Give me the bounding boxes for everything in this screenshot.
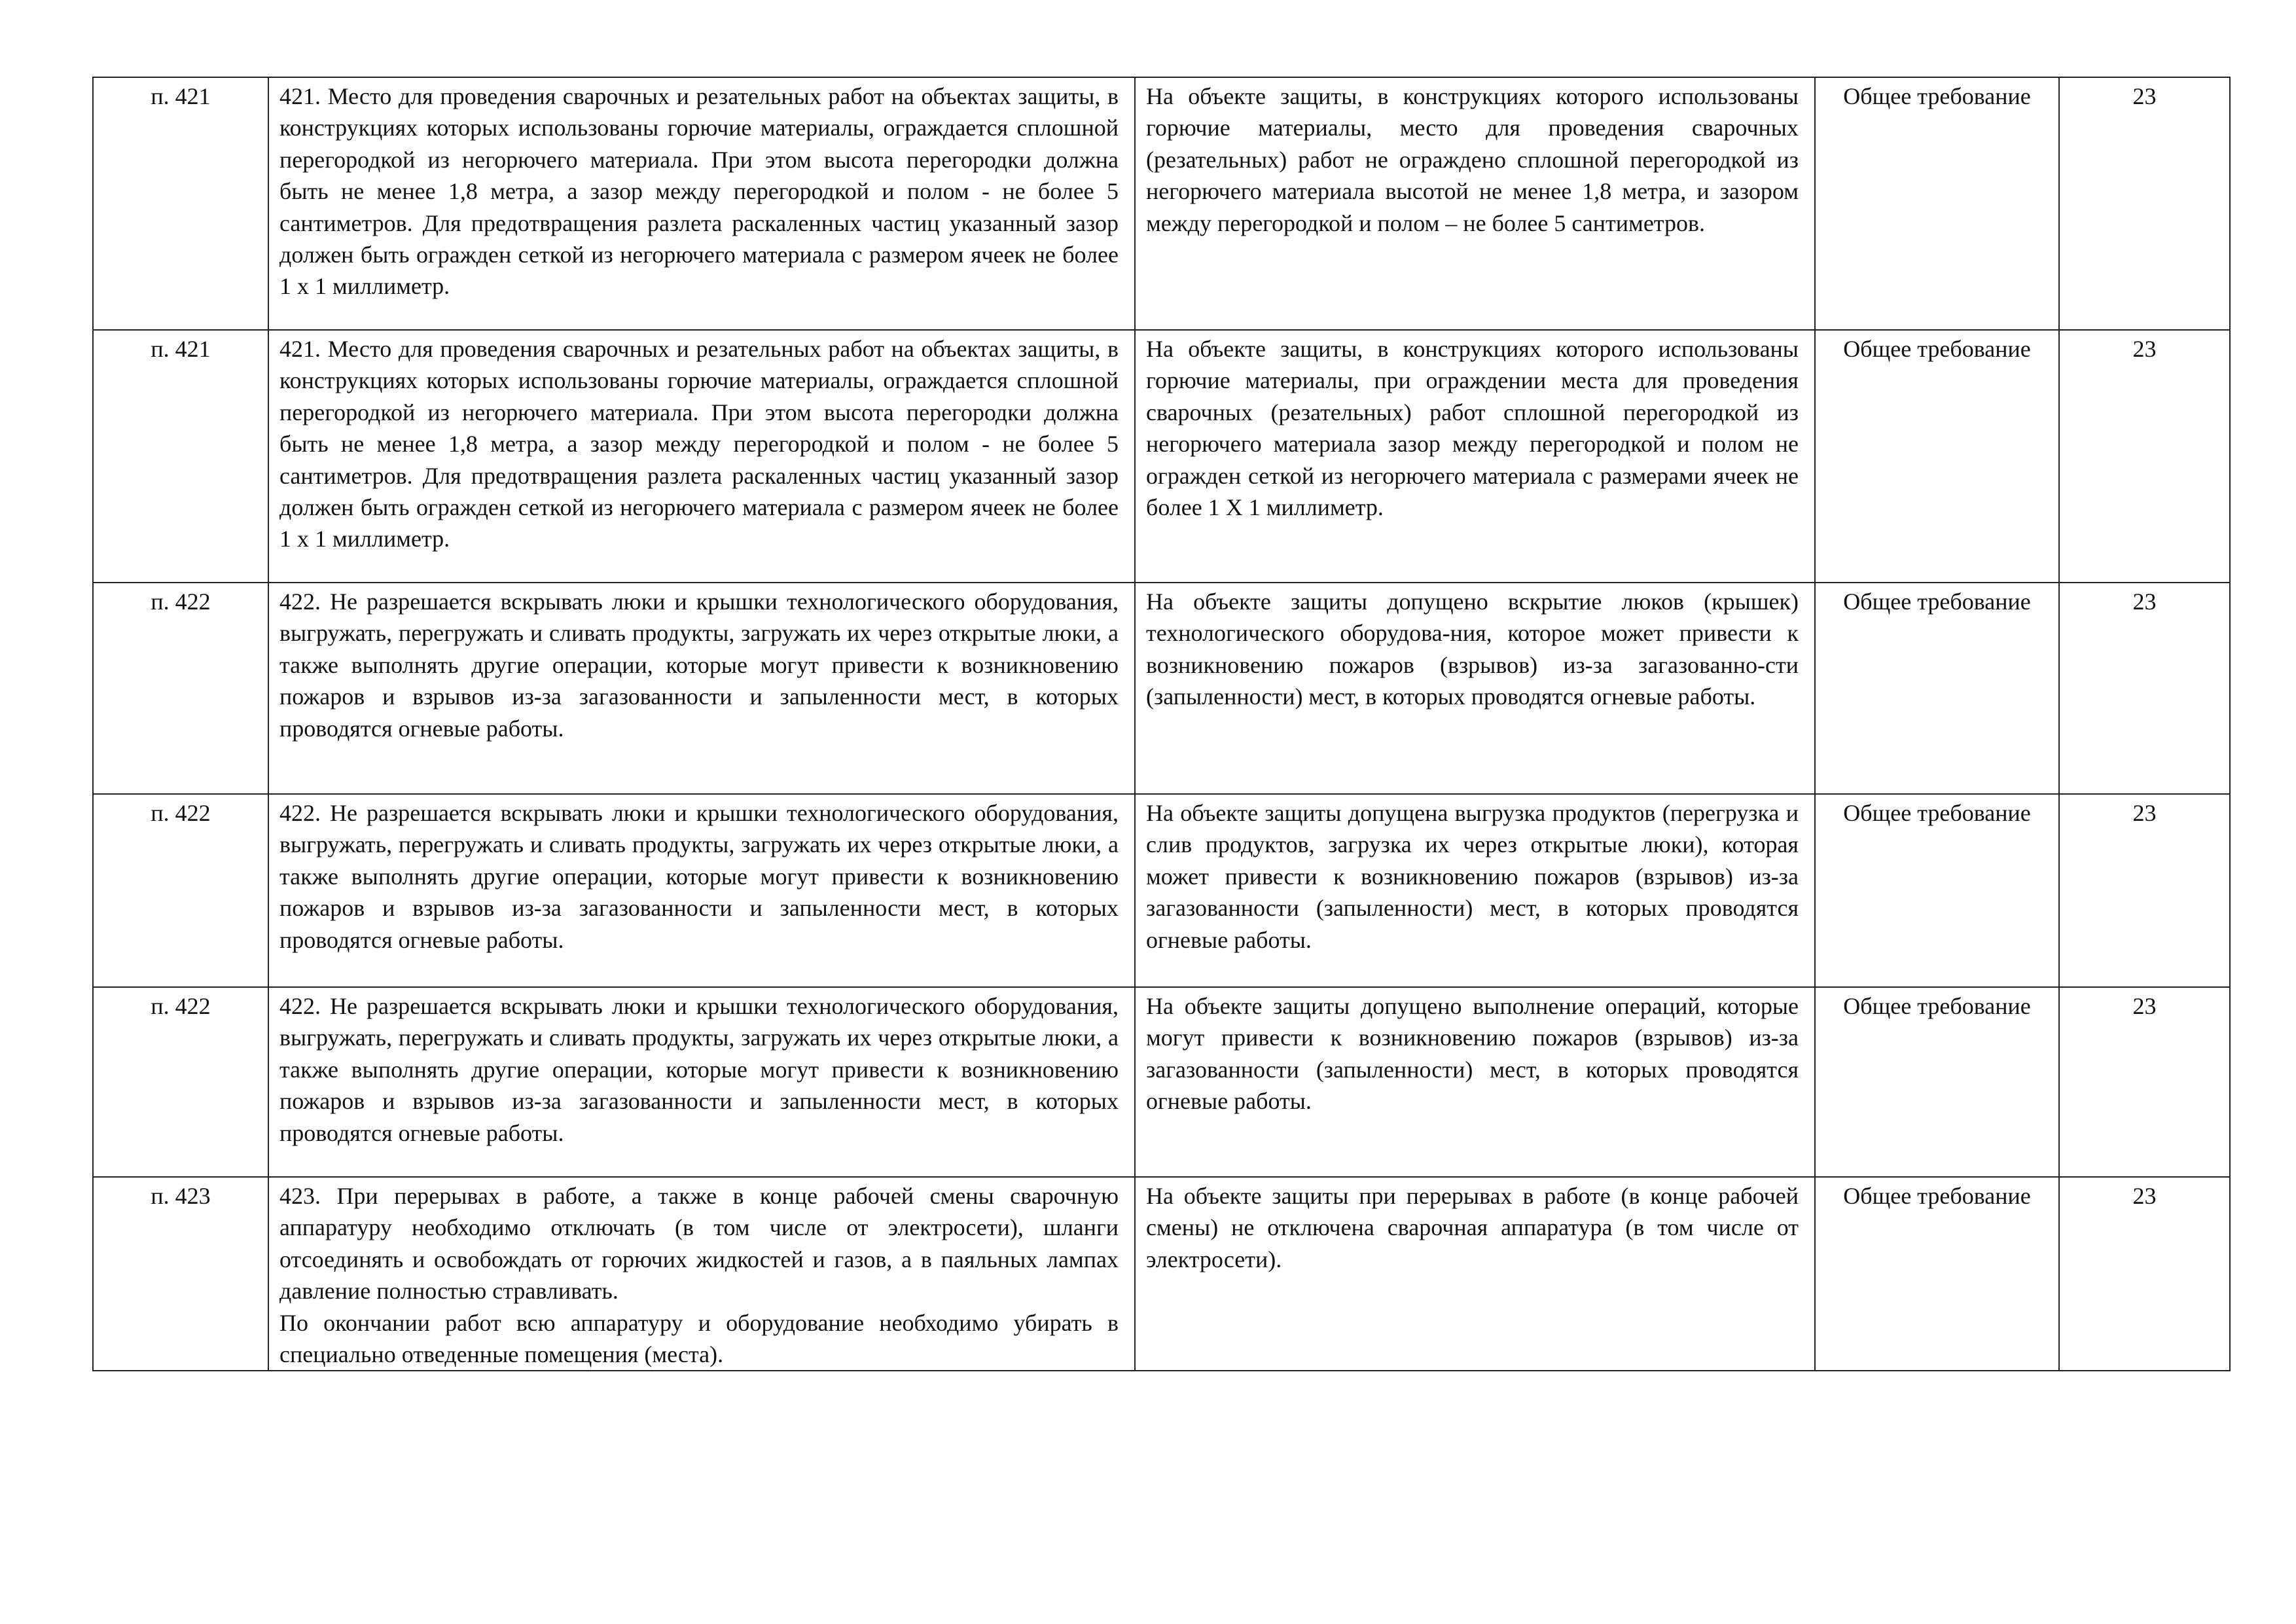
category-cell: Общее требование <box>1815 1177 2059 1371</box>
number-cell: 23 <box>2059 1177 2230 1371</box>
clause-cell: п. 421 <box>93 330 268 583</box>
clause-cell: п. 421 <box>93 77 268 330</box>
clause-cell: п. 422 <box>93 794 268 987</box>
category-cell: Общее требование <box>1815 77 2059 330</box>
number-cell: 23 <box>2059 583 2230 794</box>
table-body <box>93 77 2230 1371</box>
category-cell: Общее требование <box>1815 330 2059 583</box>
violation-cell: На объекте защиты допущена выгрузка продуктов (перегрузка и слив продуктов, загрузка их через открытые люки), которая может привести к возникновению пожаров (взрывов) из-за загазованности (запыленности) мест, в которых проводятся огневые работы. <box>1135 794 1815 987</box>
requirement-paragraph: По окончании работ всю аппаратуру и оборудование необходимо убирать в специально отведенные помещения (места). <box>279 1309 1119 1368</box>
requirement-paragraph: 423. При перерывах в работе, а также в конце рабочей смены сварочную аппаратуру необходимо отключать (в том числе от электросети), шланги отсоединять и освобождать от горючих жидкостей и газов, а в паяльных лампах давление полностью стравливать. <box>279 1183 1119 1305</box>
clause-cell: п. 422 <box>93 987 268 1177</box>
requirement-paragraph: 422. Не разрешается вскрывать люки и крышки технологического оборудования, выгружать, перегружать и сливать продукты, загружать их через открытые люки, а также выполнять другие операции, которые могут привести к возникновению пожаров и взрывов из-за загазованности и запыленности мест, в которых проводятся огневые работы. <box>279 800 1119 953</box>
requirement-cell <box>268 330 1135 583</box>
requirement-paragraph: 421. Место для проведения сварочных и резательных работ на объектах защиты, в конструкциях которых использованы горючие материалы, ограждается сплошной перегородкой из негорючего материала. При этом высота перегородки должна быть не менее 1,8 метра, а зазор между перегородкой и полом - не более 5 сантиметров. Для предотвращения разлета раскаленных частиц указанный зазор должен быть огражден сеткой из негорючего материала с размером ячеек не более 1 х 1 миллиметр. <box>279 336 1119 552</box>
table-row <box>93 1177 2230 1371</box>
table-row <box>93 77 2230 330</box>
requirement-paragraph: 422. Не разрешается вскрывать люки и крышки технологического оборудования, выгружать, перегружать и сливать продукты, загружать их через открытые люки, а также выполнять другие операции, которые могут привести к возникновению пожаров и взрывов из-за загазованности и запыленности мест, в которых проводятся огневые работы. <box>279 993 1119 1146</box>
number-cell: 23 <box>2059 77 2230 330</box>
table-row <box>93 330 2230 583</box>
requirement-cell <box>268 583 1135 794</box>
requirement-paragraph: 421. Место для проведения сварочных и резательных работ на объектах защиты, в конструкциях которых использованы горючие материалы, ограждается сплошной перегородкой из негорючего материала. При этом высота перегородки должна быть не менее 1,8 метра, а зазор между перегородкой и полом - не более 5 сантиметров. Для предотвращения разлета раскаленных частиц указанный зазор должен быть огражден сеткой из негорючего материала с размером ячеек не более 1 х 1 миллиметр. <box>279 83 1119 300</box>
violation-cell: На объекте защиты, в конструкциях которого использованы горючие материалы, место для проведения сварочных (резательных) работ не ограждено сплошной перегородкой из негорючего материала высотой не менее 1,8 метра, и зазором между перегородкой и полом – не более 5 сантиметров. <box>1135 77 1815 330</box>
violation-cell: На объекте защиты допущено вскрытие люков (крышек) технологического оборудова-ния, которое может привести к возникновению пожаров (взрывов) из-за загазованно-сти (запыленности) мест, в которых проводятся огневые работы. <box>1135 583 1815 794</box>
requirements-table <box>92 77 2231 1371</box>
requirement-cell <box>268 987 1135 1177</box>
number-cell: 23 <box>2059 330 2230 583</box>
requirement-cell <box>268 794 1135 987</box>
table-row <box>93 794 2230 987</box>
requirement-cell <box>268 1177 1135 1371</box>
number-cell: 23 <box>2059 794 2230 987</box>
violation-cell: На объекте защиты, в конструкциях которого использованы горючие материалы, при ограждении места для проведения сварочных (резательных) работ сплошной перегородкой из негорючего материала зазор между перегородкой и полом не огражден сеткой из негорючего материала с размерами ячеек не более 1 Х 1 миллиметр. <box>1135 330 1815 583</box>
violation-cell: На объекте защиты допущено выполнение операций, которые могут привести к возникновению пожаров (взрывов) из-за загазованности (запыленности) мест, в которых проводятся огневые работы. <box>1135 987 1815 1177</box>
clause-cell: п. 423 <box>93 1177 268 1371</box>
violation-cell: На объекте защиты при перерывах в работе (в конце рабочей смены) не отключена сварочная аппаратура (в том числе от электросети). <box>1135 1177 1815 1371</box>
table-row <box>93 583 2230 794</box>
clause-cell: п. 422 <box>93 583 268 794</box>
category-cell: Общее требование <box>1815 794 2059 987</box>
requirement-paragraph: 422. Не разрешается вскрывать люки и крышки технологического оборудования, выгружать, перегружать и сливать продукты, загружать их через открытые люки, а также выполнять другие операции, которые могут привести к возникновению пожаров и взрывов из-за загазованности и запыленности мест, в которых проводятся огневые работы. <box>279 588 1119 742</box>
requirement-cell <box>268 77 1135 330</box>
category-cell: Общее требование <box>1815 987 2059 1177</box>
number-cell: 23 <box>2059 987 2230 1177</box>
category-cell: Общее требование <box>1815 583 2059 794</box>
table-row <box>93 987 2230 1177</box>
